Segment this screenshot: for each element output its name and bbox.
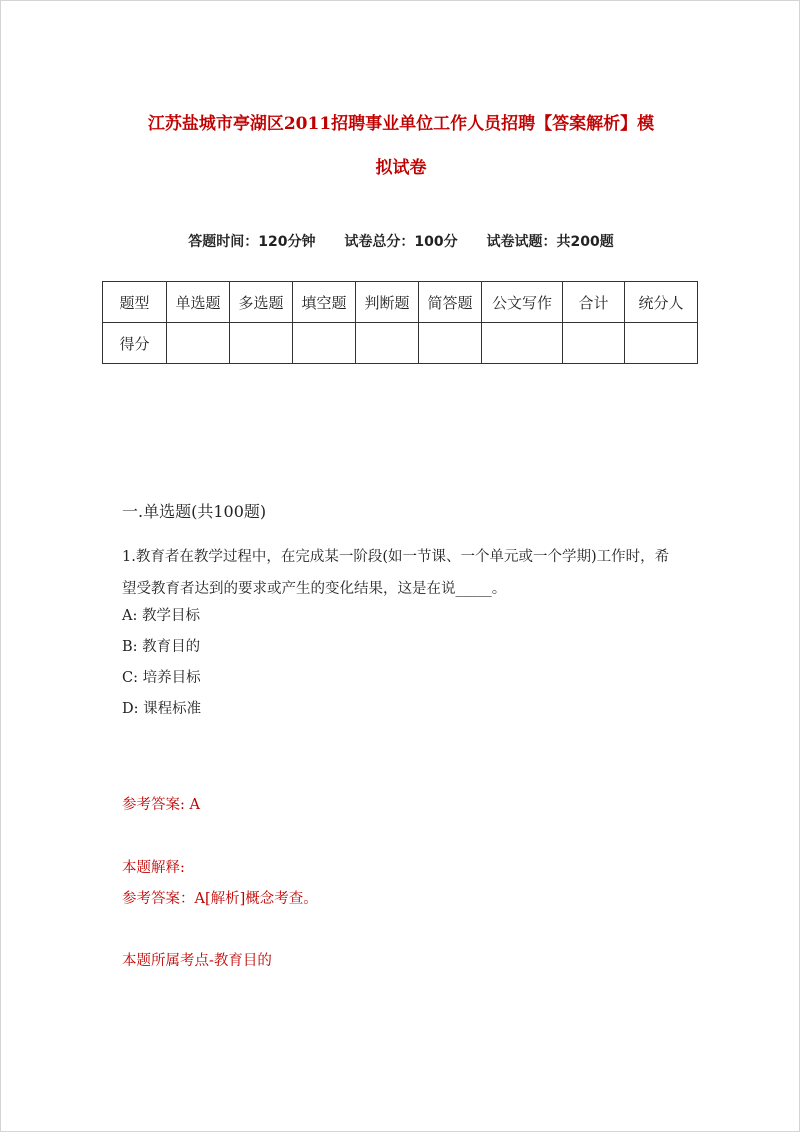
- exam-title: [101, 102, 701, 190]
- score-cell: [625, 323, 698, 364]
- explanation-title: 本题解释:: [122, 860, 185, 876]
- meta-total: 试卷总分：100分: [344, 234, 458, 250]
- score-cell: [293, 323, 356, 364]
- option-a: A: 教学目标: [122, 608, 200, 624]
- option-d: D: 课程标准: [122, 701, 202, 717]
- header-cell: 题型: [103, 282, 167, 323]
- score-table-score-row: [103, 323, 698, 364]
- score-cell: [356, 323, 419, 364]
- option-b: B: 教育目的: [122, 639, 201, 655]
- score-cell: [482, 323, 563, 364]
- title-line-2: 拟试卷: [375, 158, 427, 178]
- score-cell: [167, 323, 230, 364]
- header-cell: 判断题: [356, 282, 419, 323]
- meta-time: 答题时间：120分钟: [188, 234, 316, 250]
- title-line-1: 江苏盐城市亭湖区2011招聘事业单位工作人员招聘【答案解析】模: [147, 114, 655, 134]
- option-c: C: 培养目标: [122, 670, 201, 686]
- header-cell: 多选题: [230, 282, 293, 323]
- header-cell: 公文写作: [482, 282, 563, 323]
- score-table: [102, 281, 698, 364]
- header-cell: 统分人: [625, 282, 698, 323]
- score-cell: [563, 323, 625, 364]
- reference-answer: 参考答案: A: [122, 797, 200, 813]
- header-cell: 简答题: [419, 282, 482, 323]
- exam-meta: [1, 231, 800, 251]
- score-cell: [419, 323, 482, 364]
- header-cell: 合计: [563, 282, 625, 323]
- score-cell: [230, 323, 293, 364]
- header-cell: 填空题: [293, 282, 356, 323]
- row-label-cell: 得分: [103, 323, 167, 364]
- header-cell: 单选题: [167, 282, 230, 323]
- section-title: 一.单选题(共100题): [122, 502, 267, 521]
- score-table-header-row: [103, 282, 698, 323]
- question-text: 1.教育者在教学过程中，在完成某一阶段(如一节课、一个单元或一个学期)工作时，希望受教育者达到的要求或产生的变化结果，这是在说_____。: [122, 549, 670, 597]
- topic-text: 本题所属考点-教育目的: [122, 953, 272, 969]
- meta-count: 试卷试题：共200题: [486, 234, 614, 250]
- explanation-text: 参考答案：A[解析]概念考查。: [122, 891, 318, 907]
